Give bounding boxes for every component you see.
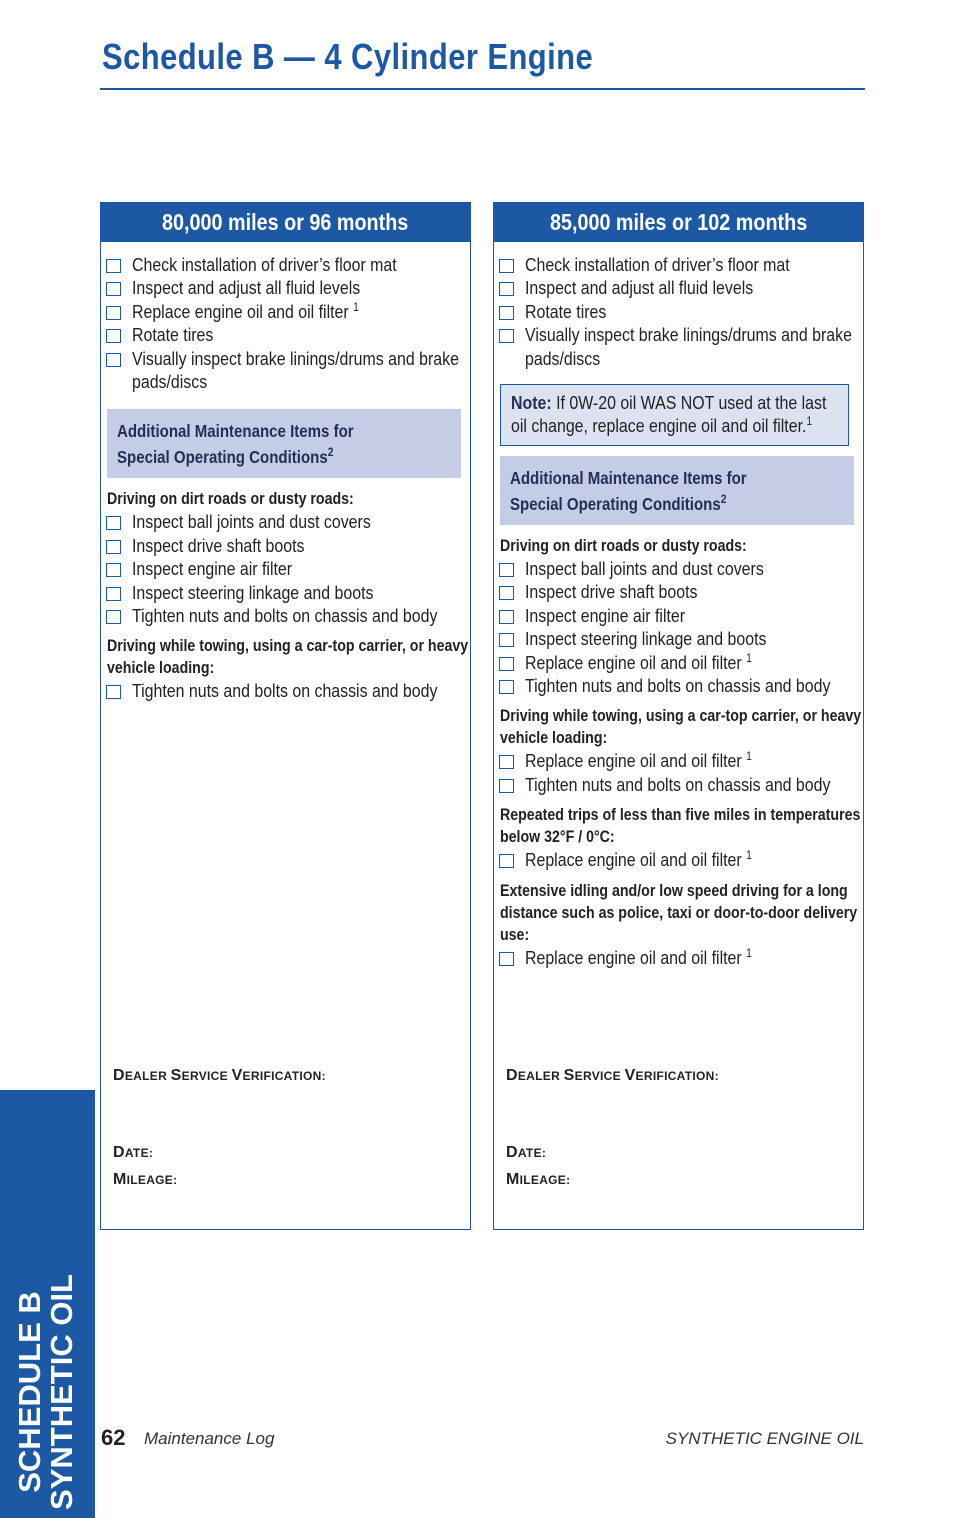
footer-section-title: Maintenance Log [144, 1429, 275, 1448]
checkbox-icon[interactable] [499, 259, 514, 273]
page-number: 62 [101, 1425, 126, 1450]
interval-heading: 80,000 miles or 96 months [100, 202, 471, 242]
checklist-item [101, 323, 470, 346]
mileage-label: MILEAGE: [113, 1171, 178, 1188]
panel-content [494, 253, 863, 969]
additional-title-line2: Special Operating Conditions$^2$ [117, 445, 334, 468]
checklist-item-text: Inspect drive shaft boots [525, 581, 698, 603]
conditions [494, 535, 863, 969]
checklist-item-text: Replace engine oil and oil filter [132, 300, 349, 322]
checklist-item [494, 580, 863, 603]
checkbox-icon[interactable] [106, 610, 121, 624]
checkbox-icon[interactable] [106, 282, 121, 296]
page-title: Schedule B — 4 Cylinder Engine [102, 36, 594, 77]
additional-items-box [107, 409, 461, 478]
checklist-item-text: Inspect and adjust all fluid levels [525, 277, 754, 299]
footnote-ref: 1 [353, 299, 359, 314]
checklist-item-text: Replace engine oil and oil filter [525, 946, 742, 968]
main-checklist [494, 253, 863, 370]
checkbox-icon[interactable] [499, 329, 514, 343]
condition-label: Driving while towing, using a car-top carrier, or heavy vehicle loading: [500, 707, 862, 748]
checklist-item-text: Visually inspect brake linings/drums and brake pads/discs [132, 347, 459, 393]
checkbox-icon[interactable] [499, 952, 514, 966]
side-tab-label: SCHEDULE B SYNTHETIC OIL [12, 1274, 79, 1510]
checklist-item [494, 627, 863, 650]
checkbox-icon[interactable] [499, 779, 514, 793]
checkbox-icon[interactable] [499, 680, 514, 694]
condition-checklist [494, 557, 863, 697]
footnote-ref: 1 [746, 650, 752, 665]
interval-panel-80000 [100, 202, 471, 1230]
panel-content [101, 253, 470, 703]
checklist-item-text: Rotate tires [525, 300, 607, 322]
checklist-item-text: Tighten nuts and bolts on chassis and body [525, 675, 831, 697]
checklist-item [494, 300, 863, 323]
oil-note-box: Note: If 0W-20 oil WAS NOT used at the last oil change, replace engine oil and oil filter.$^1$ [500, 384, 849, 446]
checkbox-icon[interactable] [106, 329, 121, 343]
condition-checklist [101, 679, 470, 702]
checklist-item-text: Rotate tires [132, 324, 214, 346]
checklist-item [101, 557, 470, 580]
date-label: DATE: [113, 1144, 154, 1161]
condition-label: Driving on dirt roads or dusty roads: [500, 537, 747, 556]
checklist-item [101, 679, 470, 702]
condition-label: Driving while towing, using a car-top carrier, or heavy vehicle loading: [107, 637, 469, 678]
checklist-item [101, 534, 470, 557]
checklist-item-text: Replace engine oil and oil filter [525, 651, 742, 673]
additional-items-box [500, 456, 854, 525]
checklist-item [494, 651, 863, 674]
condition-checklist [494, 946, 863, 969]
checkbox-icon[interactable] [106, 259, 121, 273]
checklist-item [494, 604, 863, 627]
checklist-item-text: Inspect and adjust all fluid levels [132, 277, 361, 299]
checklist-item [101, 581, 470, 604]
condition-label: Driving on dirt roads or dusty roads: [107, 490, 354, 509]
checkbox-icon[interactable] [499, 633, 514, 647]
checklist-item [494, 276, 863, 299]
interval-heading: 85,000 miles or 102 months [493, 202, 864, 242]
checkbox-icon[interactable] [499, 854, 514, 868]
checkbox-icon[interactable] [499, 306, 514, 320]
checklist-item-text: Inspect engine air filter [525, 604, 686, 626]
checkbox-icon[interactable] [499, 610, 514, 624]
checklist-item [494, 946, 863, 969]
checklist-item-text: Visually inspect brake linings/drums and brake pads/discs [525, 324, 852, 369]
checklist-item-text: Tighten nuts and bolts on chassis and body [132, 605, 438, 627]
condition-label: Repeated trips of less than five miles in temperatures below 32°F / 0°C: [500, 806, 861, 847]
note-text: If 0W-20 oil WAS NOT used at the last oil change, replace engine oil and oil filter. [511, 392, 827, 437]
checkbox-icon[interactable] [106, 540, 121, 554]
main-checklist [101, 253, 470, 393]
checklist-item [101, 300, 470, 323]
interval-panel-85000 [493, 202, 864, 1230]
footer-right-label: SYNTHETIC ENGINE OIL [665, 1429, 864, 1448]
checklist-item-text: Inspect steering linkage and boots [132, 581, 374, 603]
footnote-ref: 1 [746, 749, 752, 764]
checklist-item-text: Inspect engine air filter [132, 558, 293, 580]
checklist-item [494, 749, 863, 772]
checklist-item-text: Check installation of driver’s floor mat [132, 254, 397, 275]
checklist-item [101, 347, 470, 394]
checklist-item [494, 323, 863, 370]
condition-checklist [494, 848, 863, 871]
checklist-item [494, 557, 863, 580]
checklist-item-text: Replace engine oil and oil filter [525, 849, 742, 871]
conditions [101, 488, 470, 702]
checkbox-icon[interactable] [106, 306, 121, 320]
checklist-item-text: Tighten nuts and bolts on chassis and body [525, 773, 831, 795]
checkbox-icon[interactable] [499, 563, 514, 577]
checkbox-icon[interactable] [106, 563, 121, 577]
additional-title-line2: Special Operating Conditions$^2$ [510, 492, 727, 515]
date-label: DATE: [506, 1144, 547, 1161]
checklist-item [494, 773, 863, 796]
dealer-verification-label: DEALER SERVICE VERIFICATION: [506, 1067, 719, 1084]
checklist-item-text: Inspect ball joints and dust covers [525, 558, 764, 580]
footnote-ref: 1 [746, 848, 752, 863]
checklist-item-text: Tighten nuts and bolts on chassis and body [132, 680, 438, 702]
note-label: Note: [511, 392, 552, 414]
checklist-item-text: Inspect steering linkage and boots [525, 628, 767, 650]
footnote-ref: 1 [746, 945, 752, 960]
checkbox-icon[interactable] [499, 657, 514, 671]
checklist-item [101, 276, 470, 299]
condition-checklist [101, 510, 470, 627]
checklist-item-text: Inspect drive shaft boots [132, 534, 305, 556]
checklist-item-text: Check installation of driver’s floor mat [525, 254, 790, 275]
dealer-verification-label: DEALER SERVICE VERIFICATION: [113, 1067, 326, 1084]
checklist-item [101, 253, 470, 276]
checkbox-icon[interactable] [106, 685, 121, 699]
checkbox-icon[interactable] [499, 755, 514, 769]
additional-title-line1: Additional Maintenance Items for [117, 421, 354, 442]
checklist-item [494, 253, 863, 276]
title-divider [100, 88, 865, 90]
checklist-item [101, 510, 470, 533]
checklist-item [101, 604, 470, 627]
checkbox-icon[interactable] [106, 353, 121, 367]
checklist-item [494, 848, 863, 871]
checklist-item-text: Inspect ball joints and dust covers [132, 511, 371, 533]
condition-label: Extensive idling and/or low speed driving for a long distance such as police, taxi or door-to-door delivery use: [500, 881, 858, 944]
mileage-label: MILEAGE: [506, 1171, 571, 1188]
checkbox-icon[interactable] [106, 587, 121, 601]
checklist-item-text: Replace engine oil and oil filter [525, 750, 742, 772]
checkbox-icon[interactable] [499, 586, 514, 600]
checkbox-icon[interactable] [499, 282, 514, 296]
condition-checklist [494, 749, 863, 796]
checklist-item [494, 674, 863, 697]
checkbox-icon[interactable] [106, 516, 121, 530]
additional-title-line1: Additional Maintenance Items for [510, 468, 747, 489]
